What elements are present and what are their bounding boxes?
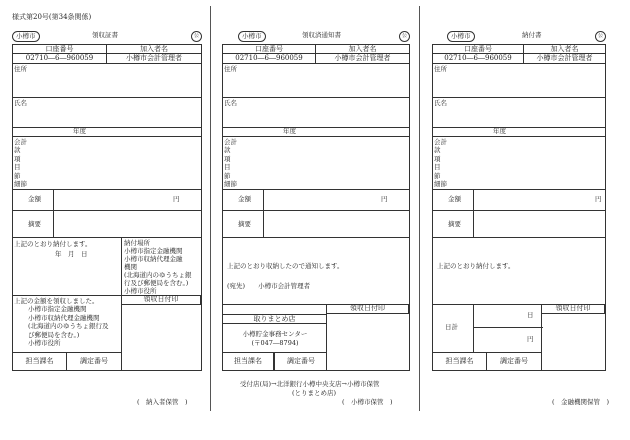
- keeper-label: ( 小樽市保管 ): [342, 398, 393, 406]
- account-no-label: 口座番号: [12, 44, 107, 54]
- account-items-box: 会計 款 項 目 節 細節: [222, 137, 410, 190]
- notice-box: 上記のとおり収納したので通知します。 (宛先) 小樽市会計管理者: [222, 238, 410, 305]
- panel-header: [432, 31, 606, 43]
- payment-slip-panel: [432, 25, 610, 406]
- summary-row: 摘要: [432, 211, 606, 238]
- staff-dept-label: 担当課名: [12, 353, 67, 371]
- payment-declaration: 上記のとおり納付します。: [432, 238, 606, 305]
- name-box: 氏名: [432, 98, 606, 128]
- panel-header: [222, 31, 410, 43]
- panel-title: 領収証書: [92, 31, 118, 39]
- amount-row: 金額 円: [432, 190, 606, 211]
- address-box: 住所: [12, 64, 202, 98]
- account-no-value: 02710―6―960059: [432, 54, 524, 64]
- collect-box: 取りまとめ店 小樽貯金事務センター (〒047―8794) 担当課名 調定番号: [222, 305, 327, 371]
- receipt-date-stamp-box: 領収日付印: [542, 305, 606, 371]
- name-box: 氏名: [222, 98, 410, 128]
- account-no-value: 02710―6―960059: [12, 54, 107, 64]
- year-row: 年度: [12, 128, 202, 137]
- form-number: 様式第20号(第34条関係): [12, 13, 92, 21]
- panel-separator: [210, 6, 211, 411]
- amount-row: 金額 円: [222, 190, 410, 211]
- seal-stamp: 公: [399, 31, 410, 42]
- payment-place-box: 納付場所 小樽市指定金融機関 小樽市収納代理金融 機関 (北海道内のゆうちょ銀 行及び郵便局を含む。) 小樽市役所: [122, 238, 202, 296]
- city-seal: 小樽市: [12, 31, 40, 42]
- panel-separator: [419, 6, 420, 411]
- receipt-date-stamp-box: 領収日付印: [122, 296, 202, 371]
- seal-stamp: 公: [595, 31, 606, 42]
- account-no-value: 02710―6―960059: [222, 54, 316, 64]
- city-seal: 小樽市: [447, 31, 475, 42]
- address-box: 住所: [432, 64, 606, 98]
- name-box: 氏名: [12, 98, 202, 128]
- adjust-number-label: 調定番号: [67, 353, 122, 371]
- receipt-panel: [12, 25, 202, 405]
- account-items-box: 会計 款 項 目 節 細節: [432, 137, 606, 190]
- daily-total-box: 日計 日 円: [432, 305, 542, 353]
- summary-row: 摘要: [222, 211, 410, 238]
- account-items-box: 会計 款 項 目 節 細節: [12, 137, 202, 190]
- keeper-label: ( 納入者保管 ): [137, 398, 188, 406]
- subscriber-value: 小樽市会計管理者: [524, 54, 606, 64]
- account-no-label: 口座番号: [432, 44, 524, 54]
- summary-row: 摘要: [12, 211, 202, 238]
- year-row: 年度: [222, 128, 410, 137]
- year-row: 年度: [432, 128, 606, 137]
- subscriber-label: 加入者名: [107, 44, 202, 54]
- subscriber-label: 加入者名: [524, 44, 606, 54]
- subscriber-value: 小樽市会計管理者: [316, 54, 410, 64]
- receipt-notice-panel: [222, 25, 410, 405]
- route-subtext: (とりまとめ店): [292, 389, 337, 397]
- keeper-label: ( 金融機関保管 ): [552, 398, 610, 406]
- account-no-label: 口座番号: [222, 44, 316, 54]
- route-text: 受付店(局)→北洋銀行小樽中央支店→小樽市保管: [240, 380, 380, 388]
- city-seal: 小樽市: [238, 31, 266, 42]
- address-box: 住所: [222, 64, 410, 98]
- panel-title: 領収済通知書: [302, 31, 341, 39]
- panel-header: [12, 31, 202, 43]
- payment-declaration: 上記のとおり納付します。 年 月 日: [12, 238, 122, 296]
- received-amount-box: 上記の金額を領収しました。 小樽市指定金融機関 小樽市収納代理金融機関 (北海道内のゆうちょ銀行及 び郵便局を含む。) 小樽市役所: [12, 296, 122, 353]
- subscriber-label: 加入者名: [316, 44, 410, 54]
- staff-dept-label: 担当課名: [432, 353, 487, 371]
- receipt-date-stamp-box: 領収日付印: [327, 305, 410, 371]
- panel-title: 納付書: [522, 31, 542, 39]
- adjust-number-label: 調定番号: [487, 353, 542, 371]
- seal-stamp: 公: [191, 31, 202, 42]
- subscriber-value: 小樽市会計管理者: [107, 54, 202, 64]
- amount-row: 金額 円: [12, 190, 202, 211]
